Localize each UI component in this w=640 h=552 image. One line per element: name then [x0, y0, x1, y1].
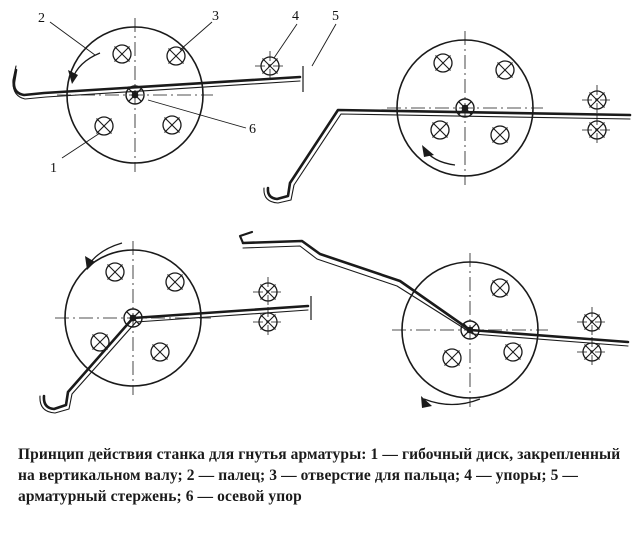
- stage-1-group: [13, 9, 339, 176]
- pin-hole-3a: [106, 263, 124, 281]
- callout-3-label: 3: [212, 9, 219, 24]
- leader-2: [50, 22, 95, 55]
- pin-hole-2b: [496, 61, 514, 79]
- pin-hole-3d: [151, 343, 169, 361]
- rotation-arrow-4: [424, 399, 480, 405]
- pin-hole-4a: [491, 279, 509, 297]
- pin-hole-1d: [163, 116, 181, 134]
- pin-hole-3b: [166, 273, 184, 291]
- rebar-2: [268, 110, 630, 199]
- callout-5-label: 5: [332, 9, 339, 24]
- pin-hole-4b: [443, 349, 461, 367]
- rebar-2-edge: [264, 114, 630, 203]
- callout-2-label: 2: [38, 11, 45, 26]
- pin-hole-2d: [491, 126, 509, 144]
- pin-hole-4c: [504, 343, 522, 361]
- figure-caption: Принцип действия станка для гнутья арматуры: 1 — гибочный диск, закрепленный на вертикальном валу; 2 — палец; 3 — отверстие для пальца; 4 — упоры; 5 — арматурный стержень; 6 — осевой упор: [18, 446, 621, 505]
- rotation-arrow-head-2: [422, 145, 434, 157]
- leader-3: [180, 22, 212, 50]
- pin-hole-2c: [431, 121, 449, 139]
- rebar-4-edge: [243, 246, 628, 346]
- pin-hole-1c: [95, 117, 113, 135]
- leader-4: [274, 24, 297, 58]
- rebar-1: [14, 70, 300, 95]
- pin-hole-1b: [167, 47, 185, 65]
- callout-4-label: 4: [292, 9, 299, 24]
- rebar-4: [243, 241, 628, 342]
- callout-6-label: 6: [249, 122, 256, 137]
- rebar-4-hook: [240, 232, 252, 243]
- stage-4-group: [240, 232, 628, 408]
- leader-5: [312, 24, 336, 66]
- callout-1-label: 1: [50, 161, 57, 176]
- stage-2-group: [264, 31, 630, 203]
- pin-hole-1a: [113, 45, 131, 63]
- rotation-arrow-head-4: [421, 396, 432, 408]
- rebar-1-edge: [13, 66, 300, 99]
- pin-hole-2a: [434, 54, 452, 72]
- stage-3-group: [40, 241, 311, 413]
